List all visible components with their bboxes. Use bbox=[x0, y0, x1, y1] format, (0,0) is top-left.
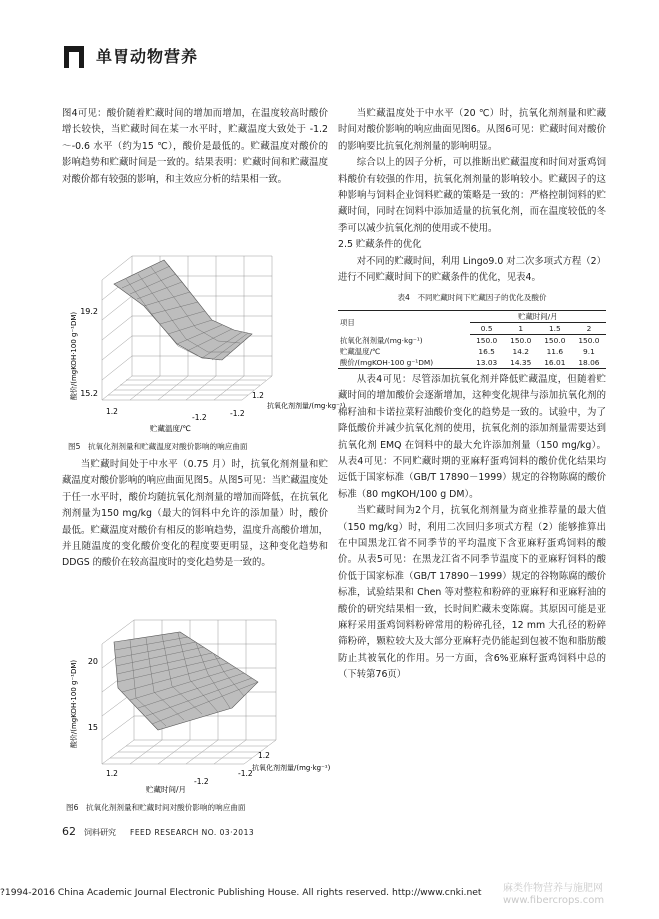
table4-item-header: 项目 bbox=[338, 310, 470, 334]
right-paragraph-2: 综合以上的因子分析，可以推断出贮藏温度和时间对蛋鸡饲料酸价有较强的作用，抗氧化剂剂量的影响较小。贮藏因子的这种影响与饲料企业饲料贮藏的策略是一致的：严格控制饲料的贮藏时间，同时在饲料中添加适量的抗氧化剂，而在温度较低的冬季可以减少抗氧化剂的使用或不使用。 bbox=[338, 157, 606, 234]
table4-cell: 150.0 bbox=[544, 335, 566, 345]
fig6-plot bbox=[62, 612, 331, 798]
fig5-surface bbox=[114, 260, 252, 360]
fig6-z-tick-bottom: 15 bbox=[87, 723, 98, 732]
journal-name-en: FEED RESEARCH NO. 03·2013 bbox=[130, 828, 255, 837]
fig5-x-tick-left: 1.2 bbox=[106, 407, 118, 416]
table4-caption: 表4 不同贮藏时间下贮藏因子的优化及酸价 bbox=[397, 293, 547, 303]
figure-5 bbox=[62, 248, 346, 436]
fig6-y-tick-bottom: -1.2 bbox=[238, 769, 253, 778]
page-number: 62 bbox=[62, 825, 76, 838]
journal-name-cn: 饲料研究 bbox=[84, 828, 116, 837]
table4-cell: 14.35 bbox=[504, 357, 538, 369]
table4-group-header: 贮藏时间/月 bbox=[470, 310, 606, 322]
section-title: 单胃动物营养 bbox=[96, 47, 199, 66]
right-column bbox=[338, 106, 606, 684]
table4-period: 0.5 bbox=[470, 322, 504, 334]
watermark-line-2: www.fibercrops.com bbox=[503, 895, 605, 906]
table4-cell: 150.0 bbox=[578, 335, 600, 345]
fig6-z-tick-top: 20 bbox=[87, 657, 98, 666]
fig5-caption: 图5 抗氧化剂剂量和贮藏温度对酸价影响的响应曲面 bbox=[68, 442, 248, 451]
right-paragraph-1: 当贮藏温度处于中水平（20 ℃）时，抗氧化剂剂量和贮藏时间对酸价影响的响应曲面见图6。从图6可见：贮藏时间对酸价的影响要比抗氧化剂剂量的影响明显。 bbox=[338, 108, 606, 152]
fig6-x-axis-label: 贮藏时间/月 bbox=[146, 785, 187, 794]
journal-logo-icon bbox=[64, 46, 84, 68]
fig5-z-tick-top: 19.2 bbox=[80, 307, 98, 316]
fig6-z-axis-label: 酸价/(mgKOH·100 g⁻¹DM) bbox=[70, 659, 78, 749]
table4-cell: 18.06 bbox=[572, 357, 606, 369]
fig5-y-tick-top: 1.2 bbox=[252, 391, 264, 400]
fig6-surface bbox=[114, 632, 258, 730]
fig6-x-tick-left: 1.2 bbox=[106, 769, 118, 778]
copyright-line: ?1994-2016 China Academic Journal Electronic Publishing House. All rights reserved. http://www.cnki.net bbox=[0, 887, 482, 898]
left-paragraph-2: 当贮藏时间处于中水平（0.75 月）时，抗氧化剂剂量和贮藏温度对酸价影响的响应曲面见图5。从图5可见：当贮藏温度处于任一水平时，酸价均随抗氧化剂剂量的增加而降低，在抗氧化剂剂量为150 mg/kg（最大的饲料中允许的添加量）时，酸价最低。贮藏温度对酸价有相反的影响趋势，温度升高酸价增加，并且随温度的变化酸价变化的程度要更明显，这种变化趋势和 DDGS 的酸价在较高温度时的变化趋势是一致的。 bbox=[62, 459, 328, 569]
fig6-y-tick-top: 1.2 bbox=[258, 751, 270, 760]
table4-cell: 13.03 bbox=[470, 357, 504, 369]
fig6-caption: 图6 抗氧化剂剂量和贮藏时间对酸价影响的响应曲面 bbox=[66, 803, 246, 812]
left-column-top bbox=[62, 106, 328, 188]
table4-period: 2 bbox=[572, 322, 606, 334]
fig6-y-axis-label: 抗氧化剂剂量/(mg·kg⁻¹) bbox=[252, 764, 331, 772]
figure-6 bbox=[62, 612, 331, 798]
table4-cell: 16.5 bbox=[478, 346, 495, 356]
watermark-line-1: 麻类作物营养与施肥网 bbox=[503, 883, 603, 894]
table4-cell: 150.0 bbox=[510, 335, 532, 345]
table4-period: 1 bbox=[504, 322, 538, 334]
section-heading-2-5: 2.5 贮藏条件的优化 bbox=[338, 239, 422, 251]
table4-row-label: 贮藏温度/℃ bbox=[340, 346, 381, 356]
left-column-bottom bbox=[62, 457, 328, 572]
fig5-plot bbox=[62, 248, 346, 436]
fig6-x-tick-right: -1.2 bbox=[194, 777, 209, 786]
fig5-x-axis-label: 贮藏温度/℃ bbox=[150, 424, 191, 433]
table-row bbox=[338, 334, 606, 346]
table4-row-label: 抗氧化剂剂量/(mg·kg⁻¹) bbox=[340, 335, 423, 345]
table-row bbox=[338, 346, 606, 357]
table4-cell: 9.1 bbox=[583, 346, 595, 356]
right-paragraph-5: 当贮藏时间为2个月，抗氧化剂剂量为商业推荐量的最大值（150 mg/kg）时，利用二次回归多项式方程（2）能够推算出在中国黑龙江省不同季节的平均温度下含亚麻籽蛋鸡饲料的酸价。从表5可见：在黑龙江省不同季节温度下的亚麻籽饲料的酸价低于国家标准（GB/T 17890－1999）规定的谷物陈腐的酸价标准，试验结果和 Chen 等对整粒和粉碎的亚麻籽和亚麻籽油的酸价的研究结果相一致，长时间贮藏未变陈腐。其原因可能是亚麻籽采用蛋鸡饲料粉碎常用的粉碎孔径，12 mm 大孔径的粉碎筛粉碎，颗粒较大及大部分亚麻籽壳仍能起到包被不饱和脂肪酸防止其被氧化的作用。另一方面，含6%亚麻籽蛋鸡饲料中总的（下转第76页） bbox=[338, 505, 606, 681]
table4-row-label: 酸价/(mgKOH·100 g⁻¹DM) bbox=[338, 357, 470, 369]
right-paragraph-3: 对不同的贮藏时间，利用 Lingo9.0 对二次多项式方程（2）进行不同贮藏时间下的贮藏条件的优化，见表4。 bbox=[338, 255, 606, 284]
table-4 bbox=[338, 310, 606, 369]
fig5-z-axis-label: 酸价/(mgKOH·100 g⁻¹DM) bbox=[70, 311, 78, 401]
fig5-y-axis-label: 抗氧化剂剂量/(mg·kg⁻¹) bbox=[267, 402, 346, 410]
left-paragraph-1: 图4可见：酸价随着贮藏时间的增加而增加，在温度较高时酸价增长较快，当贮藏时间在某一水平时，贮藏温度大致处于 -1.2～-0.6 水平（约为15 ℃），酸价是最低的。贮藏温度对酸价的影响趋势和贮藏时间是一致的。结果表明：贮藏时间和贮藏温度对酸价都有较强的影响，和主效应分析的结果相一致。 bbox=[62, 108, 328, 185]
fig5-x-tick-right: -1.2 bbox=[192, 413, 207, 422]
table4-cell: 14.2 bbox=[512, 346, 529, 356]
right-paragraph-4: 从表4可见：尽管添加抗氧化剂并降低贮藏温度，但随着贮藏时间的增加酸价会逐渐增加，这种变化规律与添加抗氧化剂的棉籽油和卡诺拉菜籽油酸价变化的趋势是一致的。试验中，为了降低酸价并减少抗氧化剂的使用，抗氧化剂的添加剂量需要达到抗氧化剂 EMQ 在饲料中的最大允许添加剂量（150 mg/kg）。从表4可见：不同贮藏时期的亚麻籽蛋鸡饲料的酸价优化结果均远低于国家标准（GB/T 17890－1999）规定的谷物陈腐的酸价标准（80 mgKOH/100 g DM）。 bbox=[338, 373, 606, 500]
table4-cell: 150.0 bbox=[476, 335, 498, 345]
table4-cell: 11.6 bbox=[546, 346, 564, 356]
watermark bbox=[503, 883, 604, 907]
table-row bbox=[338, 357, 606, 369]
table4-period: 1.5 bbox=[538, 322, 572, 334]
fig5-z-tick-bottom: 15.2 bbox=[80, 389, 98, 398]
fig5-y-tick-bottom: -1.2 bbox=[230, 409, 245, 418]
table4-cell: 16.01 bbox=[538, 357, 572, 369]
